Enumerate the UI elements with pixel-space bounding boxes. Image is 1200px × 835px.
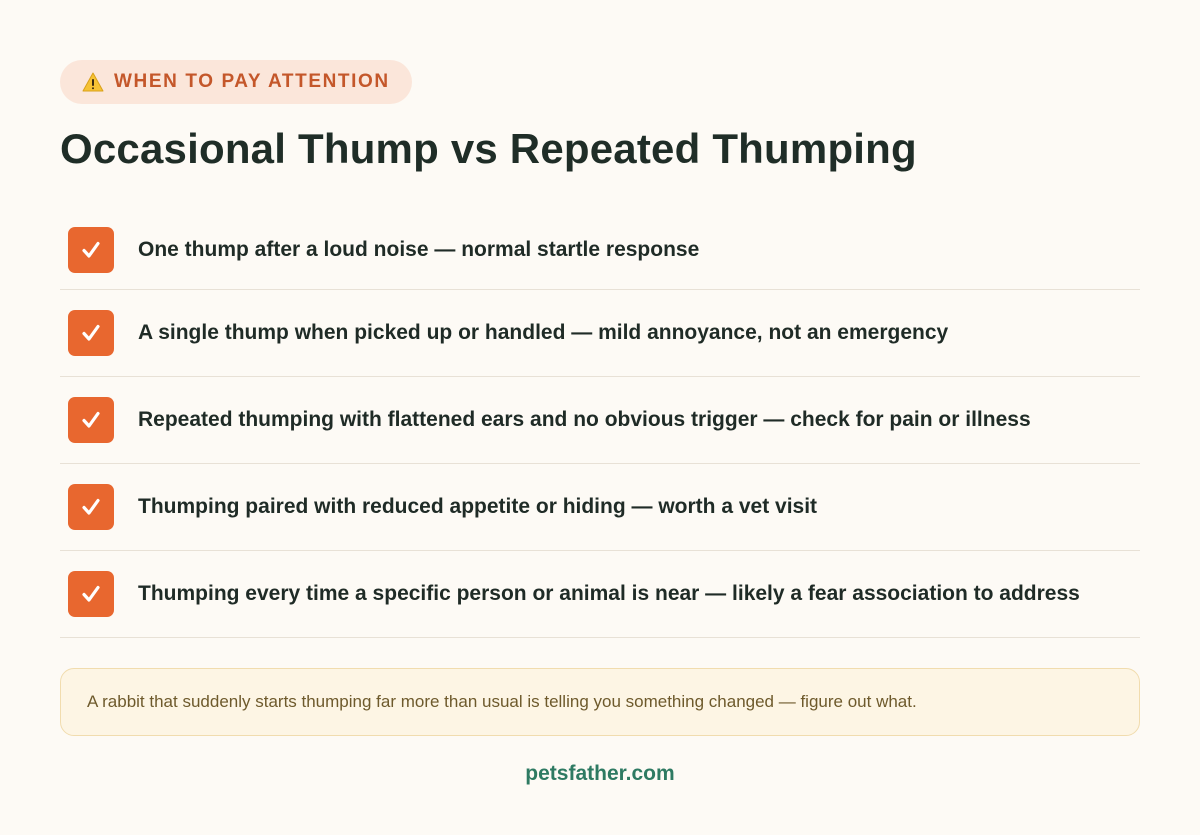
- list-item: [60, 290, 1140, 377]
- warning-icon: [82, 72, 104, 92]
- checkmark-icon: [68, 310, 114, 356]
- list-item-text: Repeated thumping with flattened ears and no obvious trigger — check for pain or illness: [138, 408, 1031, 431]
- site-name: petsfather.com: [525, 762, 675, 785]
- checkmark-icon: [68, 484, 114, 530]
- checklist: [60, 210, 1140, 638]
- list-item: [60, 210, 1140, 290]
- site-footer: [60, 762, 1140, 786]
- list-item: [60, 377, 1140, 464]
- checkmark-icon: [68, 571, 114, 617]
- info-note: [60, 668, 1140, 736]
- badge-label: WHEN TO PAY ATTENTION: [114, 71, 390, 92]
- checkmark-icon: [68, 397, 114, 443]
- list-item-text: Thumping every time a specific person or animal is near — likely a fear association to address: [138, 582, 1080, 605]
- list-item: [60, 464, 1140, 551]
- list-item-text: One thump after a loud noise — normal startle response: [138, 237, 700, 261]
- list-item: [60, 551, 1140, 638]
- content: [60, 60, 1140, 786]
- checkmark-icon: [68, 227, 114, 273]
- info-note-text: A rabbit that suddenly starts thumping far more than usual is telling you something changed — figure out what.: [87, 692, 917, 711]
- list-item-text: A single thump when picked up or handled — mild annoyance, not an emergency: [138, 321, 949, 344]
- page-title: Occasional Thump vs Repeated Thumping: [60, 125, 917, 172]
- attention-badge: [60, 60, 412, 104]
- list-item-text: Thumping paired with reduced appetite or hiding — worth a vet visit: [138, 495, 818, 518]
